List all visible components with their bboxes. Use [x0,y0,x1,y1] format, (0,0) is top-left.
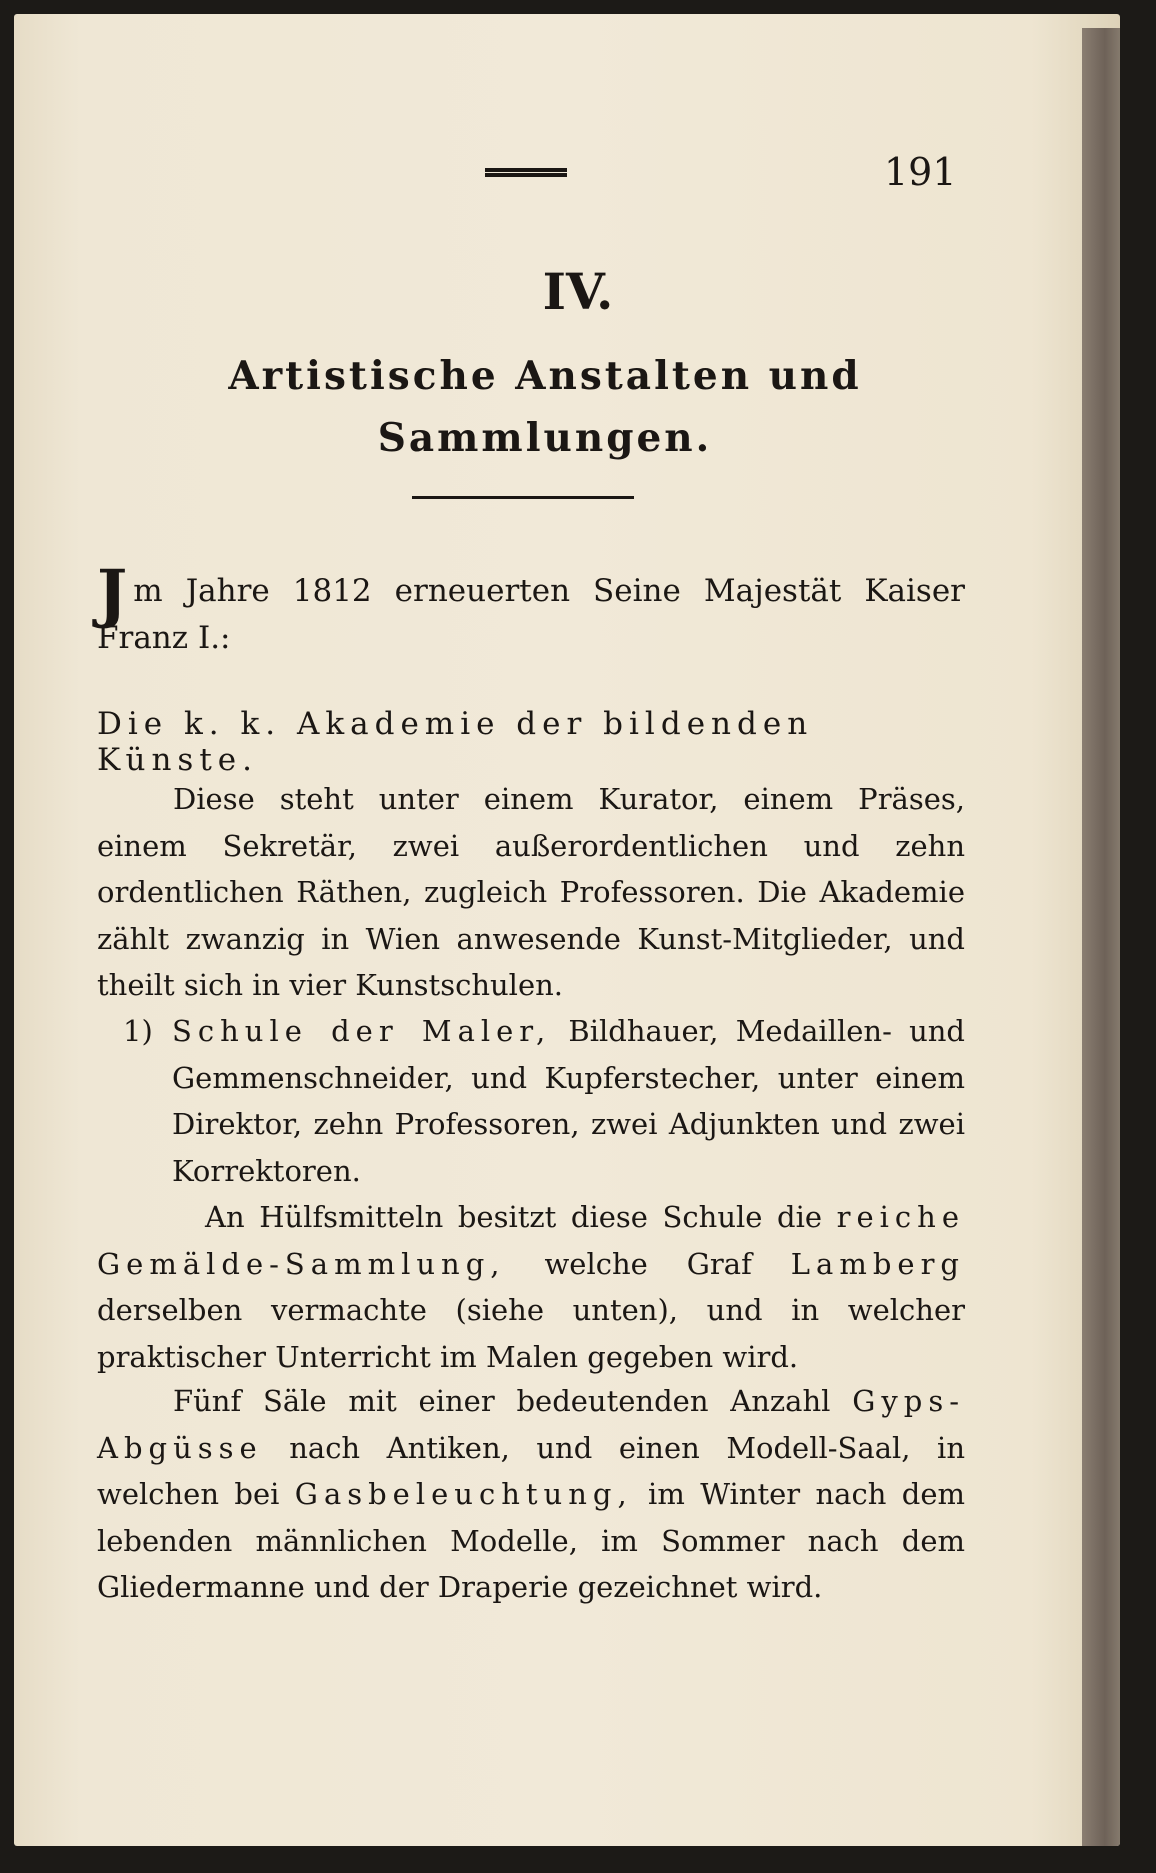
list-item-text: Bildhauer, Medaillen- und Gemmenschneider, und Kupferstecher, unter einem Direktor, zehn Professoren, zwei Adjunkten und zwei Korrektoren. [172,1014,965,1188]
section-heading: Die k. k. Akademie der bildenden Künste. [97,706,814,778]
intro-paragraph [97,556,965,661]
paragraph-2-spaced-b: Lamberg [790,1246,965,1281]
list-item-body [172,1008,965,1194]
paragraph-3-text-a: Fünf Säle mit einer bedeutenden Anzahl [173,1384,853,1418]
title-rule [412,496,634,499]
paragraph-2-text-c: derselben vermachte (siehe unten), und in welcher praktischer Unterricht im Malen gegeben wird. [97,1293,965,1374]
page-number: 191 [884,150,957,194]
list-item-number: 1) [123,1014,153,1048]
intro-text: m Jahre 1812 erneuerten Seine Majestät Kaiser Franz I.: [97,573,965,656]
paragraph-1: Diese steht unter einem Kurator, einem Präses, einem Sekretär, zwei außerordentlichen und zehn ordentlichen Räthen, zugleich Professoren. Die Akademie zählt zwanzig in Wien anwesende Kunst-Mitglieder, und theilt sich in vier Kunstschulen. [97,782,965,1002]
header-rule [485,168,567,177]
list-item [97,1008,965,1194]
paragraph-3-text-b: nach Antiken, und einen Modell-Saal, in welchen bei [97,1430,965,1511]
paragraph-3-spaced-a: Gyps-Abgüsse [97,1384,965,1465]
paragraph-2 [97,1194,965,1380]
chapter-title: Artistische Anstalten und Sammlungen. [228,353,862,461]
paragraph-3-text-c: im Winter nach dem lebenden männlichen Modelle, im Sommer nach dem Gliedermanne und der Draperie gezeichnet wird. [97,1477,965,1604]
list-item-lead: Schule der Maler, [172,1014,552,1048]
drop-cap: J [97,556,128,631]
paragraph-2-spaced-a: reiche Gemälde-Sammlung, [97,1200,965,1281]
paragraph-3-spaced-b: Gasbeleuchtung, [294,1477,633,1511]
paragraph-2-text-b: welche Graf [505,1246,791,1281]
chapter-number: IV. [542,262,614,321]
paragraph-2-text-a: An Hülfsmitteln besitzt diese Schule die [205,1200,837,1234]
paragraph-3 [97,1378,965,1611]
